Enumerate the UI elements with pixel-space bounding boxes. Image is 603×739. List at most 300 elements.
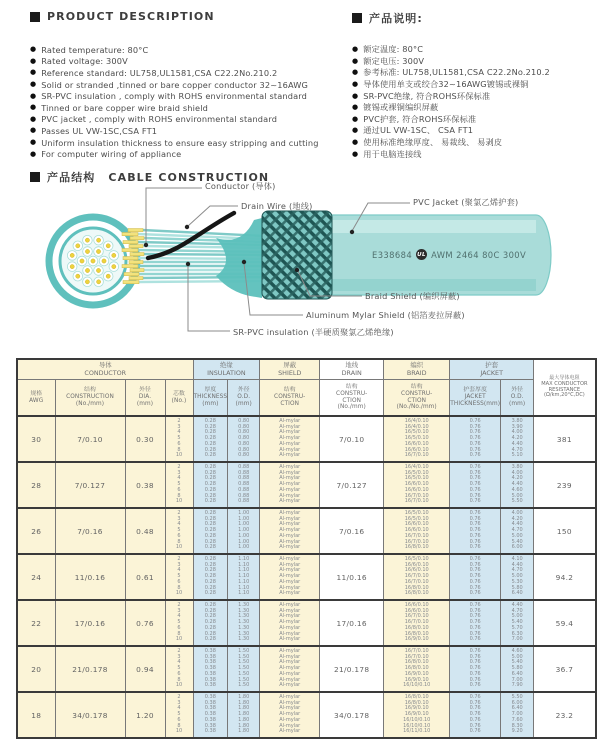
stack-line: 0.80 <box>238 429 250 436</box>
bullet-item <box>352 102 550 114</box>
stack-line: Al-mylar <box>279 648 301 655</box>
bullet-text: SR-PVC insulation , comply with ROHS environmental standard <box>41 91 308 102</box>
group-header-resistance <box>534 359 596 416</box>
stack-line: 0.76 <box>469 699 481 706</box>
bullet-icon: ● <box>30 45 37 54</box>
bullet-item <box>30 148 319 160</box>
stack-line: 16/5/0.10 <box>404 510 429 517</box>
stack-line: 0.28 <box>204 510 216 517</box>
stack-line: 16/5/0.10 <box>404 475 429 482</box>
stack-line: Al-mylar <box>279 676 301 683</box>
stack-line: 5.30 <box>511 578 523 585</box>
stack-line: 16/5/0.10 <box>404 429 429 436</box>
bullet-text: 镀锡或裸铜编织屏蔽 <box>363 102 439 113</box>
stack-line: 10 <box>175 636 183 643</box>
stack-line: 0.76 <box>469 561 481 568</box>
stack-line: 0.88 <box>238 464 250 471</box>
column-header-line: CONSTRU- <box>401 390 433 397</box>
stack-line: 0.76 <box>469 659 481 666</box>
stack-line: 1.50 <box>238 670 250 677</box>
table-row <box>17 554 596 600</box>
stack-line: 5.40 <box>511 538 523 545</box>
stack-line: Al-mylar <box>279 711 301 718</box>
stack-line: 6 <box>177 716 181 723</box>
stack-line: 1.10 <box>238 590 250 597</box>
column-header-line: CONSTRU- <box>336 390 368 397</box>
stack-line: 6 <box>177 624 181 631</box>
table-group-header-row <box>17 359 596 380</box>
stack-line: 0.76 <box>469 711 481 718</box>
stack-line: 0.76 <box>469 492 481 499</box>
stack-line: 6 <box>177 440 181 447</box>
table-cell-construction: 21/0.178 <box>55 646 125 692</box>
column-header-line: 厚度 <box>204 387 217 394</box>
stack-line: 16/10/0.10 <box>403 716 431 723</box>
stack-line: 16/8/0.10 <box>404 630 429 637</box>
table-cell-awg: 28 <box>17 462 55 508</box>
bullet-icon: ● <box>30 126 37 135</box>
stack-line: Al-mylar <box>279 492 301 499</box>
stack-line: 0.76 <box>469 705 481 712</box>
table-cell-ins_od <box>228 692 260 738</box>
stack-line: 0.76 <box>469 452 481 459</box>
stack-line: Al-mylar <box>279 653 301 660</box>
stack-line: 0.28 <box>204 607 216 614</box>
table-cell-shield <box>260 554 320 600</box>
stack-line: 0.88 <box>238 481 250 488</box>
column-header-line: 结构 <box>283 387 296 394</box>
stack-line: 10 <box>175 544 183 551</box>
stack-line: 16/5/0.10 <box>404 556 429 563</box>
stack-line: Al-mylar <box>279 694 301 701</box>
stack-line: 0.76 <box>469 602 481 609</box>
stack-line: 3.80 <box>511 418 523 425</box>
group-header-zh: 护套 <box>485 361 499 370</box>
stack-line: 4.00 <box>511 469 523 476</box>
stack-line: 4.40 <box>511 561 523 568</box>
table-cell-shield <box>260 416 320 462</box>
table-cell-braid <box>384 600 450 646</box>
stack-line: 8.30 <box>511 722 523 729</box>
stack-line: 4.20 <box>511 435 523 442</box>
group-header-en: JACKET <box>480 368 503 377</box>
stack-line: Al-mylar <box>279 722 301 729</box>
stack-line: 16/8/0.10 <box>404 665 429 672</box>
column-header-jacket_thickness <box>450 380 501 417</box>
table-cell-jacket_od <box>501 554 534 600</box>
table-cell-jacket_thickness <box>450 416 501 462</box>
stack-line: 16/6/0.10 <box>404 527 429 534</box>
table-cell-cores <box>165 554 193 600</box>
stack-line: Al-mylar <box>279 481 301 488</box>
label-conductor: Conductor (导体) <box>205 181 276 191</box>
stack-line: 0.28 <box>204 440 216 447</box>
stack-line: 0.38 <box>204 711 216 718</box>
bullet-item <box>352 90 550 102</box>
stack-line: 16/9/0.10 <box>404 711 429 718</box>
stack-line: Al-mylar <box>279 527 301 534</box>
stack-line: 1.30 <box>238 602 250 609</box>
stack-line: 1.00 <box>238 510 250 517</box>
table-cell-jacket_od <box>501 508 534 554</box>
bullet-item <box>30 114 319 126</box>
stack-line: Al-mylar <box>279 435 301 442</box>
stack-line: 1.80 <box>238 699 250 706</box>
stack-line: 1.80 <box>238 728 250 735</box>
stack-line: 0.28 <box>204 561 216 568</box>
stack-line: 0.28 <box>204 567 216 574</box>
table-cell-shield <box>260 462 320 508</box>
stack-line: 16/6/0.10 <box>404 481 429 488</box>
stack-line: 5.50 <box>511 498 523 505</box>
stack-line: 5.40 <box>511 659 523 666</box>
stack-line: 0.76 <box>469 619 481 626</box>
bullet-text: 额定电压: 300V <box>363 55 425 66</box>
bullet-item <box>352 67 550 79</box>
stack-line: Al-mylar <box>279 452 301 459</box>
stack-line: 6.40 <box>511 705 523 712</box>
stack-line: 8 <box>177 538 181 545</box>
stack-line: Al-mylar <box>279 584 301 591</box>
column-header-line: (No./mm) <box>337 404 366 411</box>
bullet-icon: ● <box>30 138 37 147</box>
group-header-zh: 绝缘 <box>219 361 233 370</box>
stack-line: 3 <box>177 469 181 476</box>
stack-line: 16/6/0.10 <box>404 561 429 568</box>
table-cell-jacket_od <box>501 692 534 738</box>
stack-line: 16/8/0.10 <box>404 699 429 706</box>
bullet-item <box>30 79 319 91</box>
column-header-line: CTION <box>407 397 427 404</box>
stack-line: 2 <box>177 418 181 425</box>
table-row <box>17 600 596 646</box>
column-header-ins_thickness <box>193 380 228 417</box>
stack-line: Al-mylar <box>279 728 301 735</box>
stack-line: 2 <box>177 694 181 701</box>
table-cell-drain: 21/0.178 <box>320 646 384 692</box>
stack-line: 4.20 <box>511 515 523 522</box>
stack-line: 6.30 <box>511 630 523 637</box>
table-cell-ins_thickness <box>193 600 228 646</box>
section-marker-icon <box>352 13 362 23</box>
bullet-text: Rated voltage: 300V <box>41 56 128 67</box>
column-header-awg <box>17 380 55 417</box>
table-cell-braid <box>384 692 450 738</box>
bullet-item <box>352 79 550 91</box>
bullet-item <box>30 102 319 114</box>
column-header-line: JACKET <box>464 394 486 401</box>
stack-line: 0.28 <box>204 515 216 522</box>
group-header-conductor <box>17 359 193 380</box>
stack-line: 0.76 <box>469 481 481 488</box>
resistance-header-line: 最大导体电阻 <box>549 374 580 381</box>
stack-line: 8 <box>177 584 181 591</box>
table-cell-dia: 0.76 <box>125 600 165 646</box>
stack-line: 4.70 <box>511 446 523 453</box>
table-cell-ins_od <box>228 600 260 646</box>
column-header-shield <box>260 380 320 417</box>
stack-line: 5.00 <box>511 613 523 620</box>
stack-line: 16/7/0.10 <box>404 498 429 505</box>
braid-shield-icon <box>262 211 332 299</box>
stack-line: 5.00 <box>511 532 523 539</box>
stack-line: 1.00 <box>238 532 250 539</box>
stack-line: 0.76 <box>469 648 481 655</box>
column-header-line: 护套厚度 <box>463 387 487 394</box>
stack-line: 10 <box>175 452 183 459</box>
stack-line: 1.00 <box>238 527 250 534</box>
bullet-icon: ● <box>352 103 359 112</box>
column-header-line: 结构 <box>345 383 358 390</box>
spec-table <box>16 358 597 739</box>
stack-line: 1.50 <box>238 665 250 672</box>
stack-line: 0.28 <box>204 619 216 626</box>
bullet-item <box>352 137 550 149</box>
bullet-icon: ● <box>352 91 359 100</box>
stack-line: 4 <box>177 613 181 620</box>
table-cell-jacket_thickness <box>450 508 501 554</box>
stack-line: 0.28 <box>204 584 216 591</box>
table-cell-jacket_od <box>501 600 534 646</box>
stack-line: 16/8/0.10 <box>404 624 429 631</box>
stack-line: 0.28 <box>204 527 216 534</box>
stack-line: 0.76 <box>469 544 481 551</box>
group-header-zh: 导体 <box>98 361 112 370</box>
stack-line: 0.80 <box>238 446 250 453</box>
table-row <box>17 416 596 462</box>
heading-text-zh: 产品结构 <box>47 171 96 184</box>
jacket-cert-number: E338684 <box>372 249 413 260</box>
table-cell-ins_od <box>228 462 260 508</box>
bullet-text: Rated temperature: 80°C <box>41 44 149 55</box>
stack-line: 16/6/0.10 <box>404 602 429 609</box>
stack-line: Al-mylar <box>279 521 301 528</box>
stack-line: 8 <box>177 630 181 637</box>
stack-line: 1.30 <box>238 636 250 643</box>
stack-line: 4.40 <box>511 521 523 528</box>
stack-line: Al-mylar <box>279 578 301 585</box>
table-row <box>17 646 596 692</box>
stack-line: 7.60 <box>511 716 523 723</box>
stack-line: 16/9/0.10 <box>404 636 429 643</box>
stack-line: 1.00 <box>238 521 250 528</box>
stack-line: 16/9/0.10 <box>404 705 429 712</box>
stack-line: 5.10 <box>511 452 523 459</box>
table-cell-drain: 34/0.178 <box>320 692 384 738</box>
column-header-ins_od <box>228 380 260 417</box>
bullet-icon: ● <box>352 138 359 147</box>
stack-line: 4.40 <box>511 602 523 609</box>
stack-line: 4.40 <box>511 481 523 488</box>
column-header-line: CONSTRUCTION <box>66 394 114 401</box>
stack-line: 10 <box>175 498 183 505</box>
bullet-icon: ● <box>30 103 37 112</box>
group-header-zh: 编织 <box>410 361 424 370</box>
column-header-jacket_od <box>501 380 534 417</box>
stack-line: 0.76 <box>469 521 481 528</box>
stack-line: 4.60 <box>511 648 523 655</box>
stack-line: Al-mylar <box>279 486 301 493</box>
bullet-text: 导体使用单支或绞合32~16AWG镀锡或裸铜 <box>363 79 529 90</box>
stack-line: Al-mylar <box>279 532 301 539</box>
stack-line: Al-mylar <box>279 624 301 631</box>
stack-line: 7.00 <box>511 676 523 683</box>
table-cell-braid <box>384 462 450 508</box>
bullet-text: 参考标准: UL758,UL1581,CSA C22.2No.210.2 <box>363 67 550 78</box>
stack-line: 16/10/0.10 <box>403 682 431 689</box>
stack-line: 16/7/0.10 <box>404 492 429 499</box>
bullet-item <box>30 67 319 79</box>
stack-line: 5.50 <box>511 694 523 701</box>
stack-line: 16/7/0.10 <box>404 653 429 660</box>
table-cell-braid <box>384 554 450 600</box>
group-header-shield <box>260 359 320 380</box>
group-header-en: SHIELD <box>278 368 302 377</box>
stack-line: 16/6/0.10 <box>404 567 429 574</box>
table-cell-construction: 7/0.127 <box>55 462 125 508</box>
stack-line: Al-mylar <box>279 613 301 620</box>
column-header-construction <box>55 380 125 417</box>
stack-line: 1.50 <box>238 659 250 666</box>
bullets-zh <box>352 44 550 160</box>
bullet-text: Tinned or bare copper wire braid shield <box>41 102 208 113</box>
table-cell-shield <box>260 692 320 738</box>
stack-line: Al-mylar <box>279 498 301 505</box>
stack-line: 0.28 <box>204 469 216 476</box>
stack-line: Al-mylar <box>279 440 301 447</box>
stack-line: 0.28 <box>204 578 216 585</box>
stack-line: Al-mylar <box>279 665 301 672</box>
table-cell-drain: 7/0.16 <box>320 508 384 554</box>
stack-line: 5 <box>177 435 181 442</box>
stack-line: 0.28 <box>204 492 216 499</box>
stack-line: 0.38 <box>204 694 216 701</box>
stack-line: 0.28 <box>204 521 216 528</box>
stack-line: 0.28 <box>204 613 216 620</box>
table-cell-ins_thickness <box>193 692 228 738</box>
stack-line: 5 <box>177 665 181 672</box>
stack-line: 0.38 <box>204 676 216 683</box>
bullet-icon: ● <box>352 56 359 65</box>
table-cell-resistance: 239 <box>534 462 596 508</box>
table-cell-awg: 20 <box>17 646 55 692</box>
table-cell-construction: 34/0.178 <box>55 692 125 738</box>
stack-line: 3 <box>177 699 181 706</box>
heading-text-en: CABLE CONSTRUCTION <box>108 170 270 184</box>
stack-line: 16/5/0.10 <box>404 435 429 442</box>
stack-line: 1.10 <box>238 584 250 591</box>
table-cell-cores <box>165 508 193 554</box>
stack-line: 4 <box>177 429 181 436</box>
bullet-icon: ● <box>352 80 359 89</box>
table-cell-drain: 11/0.16 <box>320 554 384 600</box>
stack-line: 0.76 <box>469 722 481 729</box>
bullet-icon: ● <box>30 91 37 100</box>
stack-line: 10 <box>175 682 183 689</box>
stack-line: 3 <box>177 607 181 614</box>
stack-line: 5.00 <box>511 653 523 660</box>
table-row <box>17 508 596 554</box>
stack-line: 16/6/0.10 <box>404 521 429 528</box>
stack-line: Al-mylar <box>279 573 301 580</box>
stack-line: 9.20 <box>511 728 523 735</box>
stack-line: 6 <box>177 486 181 493</box>
column-header-braid <box>384 380 450 417</box>
table-cell-ins_od <box>228 508 260 554</box>
table-cell-dia: 1.20 <box>125 692 165 738</box>
stack-line: 4.70 <box>511 527 523 534</box>
stack-line: 0.28 <box>204 429 216 436</box>
bullet-icon: ● <box>352 149 359 158</box>
stack-line: 0.76 <box>469 682 481 689</box>
table-cell-awg: 22 <box>17 600 55 646</box>
table-cell-construction: 11/0.16 <box>55 554 125 600</box>
stack-line: 0.28 <box>204 423 216 430</box>
bullet-text: PVC jacket , comply with ROHS environmental standard <box>41 114 278 125</box>
stack-line: 6.00 <box>511 544 523 551</box>
stack-line: 0.76 <box>469 515 481 522</box>
stack-line: 16/6/0.10 <box>404 486 429 493</box>
stack-line: 0.76 <box>469 567 481 574</box>
stack-line: 0.38 <box>204 665 216 672</box>
stack-line: 0.28 <box>204 464 216 471</box>
stack-line: 0.76 <box>469 653 481 660</box>
stack-line: 0.76 <box>469 584 481 591</box>
stack-line: 16/9/0.10 <box>404 670 429 677</box>
table-cell-resistance: 94.2 <box>534 554 596 600</box>
label-sr-pvc-insulation: SR-PVC insulation (半硬质聚氯乙烯绝缘) <box>233 327 394 337</box>
stack-line: 0.38 <box>204 705 216 712</box>
stack-line: 0.28 <box>204 556 216 563</box>
table-cell-jacket_thickness <box>450 646 501 692</box>
label-braid-shield: Braid Shield (编织屏蔽) <box>365 291 460 301</box>
stack-line: 4.00 <box>511 429 523 436</box>
stack-line: Al-mylar <box>279 475 301 482</box>
stack-line: 2 <box>177 648 181 655</box>
table-cell-dia: 0.94 <box>125 646 165 692</box>
table-cell-construction: 7/0.10 <box>55 416 125 462</box>
column-header-line: (No.) <box>171 397 187 404</box>
stack-line: 0.76 <box>469 630 481 637</box>
stack-line: Al-mylar <box>279 699 301 706</box>
table-cell-ins_od <box>228 646 260 692</box>
bullet-item <box>352 148 550 160</box>
stack-line: 5.80 <box>511 584 523 591</box>
stack-line: 0.76 <box>469 590 481 597</box>
column-header-line: (No./No./mm) <box>396 404 437 411</box>
stack-line: 0.76 <box>469 607 481 614</box>
stack-line: 0.76 <box>469 446 481 453</box>
stack-line: 16/7/0.10 <box>404 452 429 459</box>
spec-table-wrap <box>16 358 597 739</box>
stack-line: 0.76 <box>469 716 481 723</box>
bullet-item <box>30 44 319 56</box>
stack-line: 1.80 <box>238 722 250 729</box>
table-cell-resistance: 381 <box>534 416 596 462</box>
group-header-en: INSULATION <box>207 368 246 377</box>
stack-line: 2 <box>177 602 181 609</box>
stack-line: 16/11/0.10 <box>403 728 431 735</box>
table-cell-dia: 0.38 <box>125 462 165 508</box>
stack-line: 16/7/0.10 <box>404 648 429 655</box>
bullet-text: 额定温度: 80°C <box>363 44 424 55</box>
heading-text: 产品说明: <box>369 12 423 25</box>
stack-line: 6 <box>177 532 181 539</box>
stack-line: Al-mylar <box>279 561 301 568</box>
resistance-header-line: MAX CONDUCTOR <box>541 380 588 387</box>
stack-line: 1.80 <box>238 705 250 712</box>
table-cell-ins_thickness <box>193 416 228 462</box>
